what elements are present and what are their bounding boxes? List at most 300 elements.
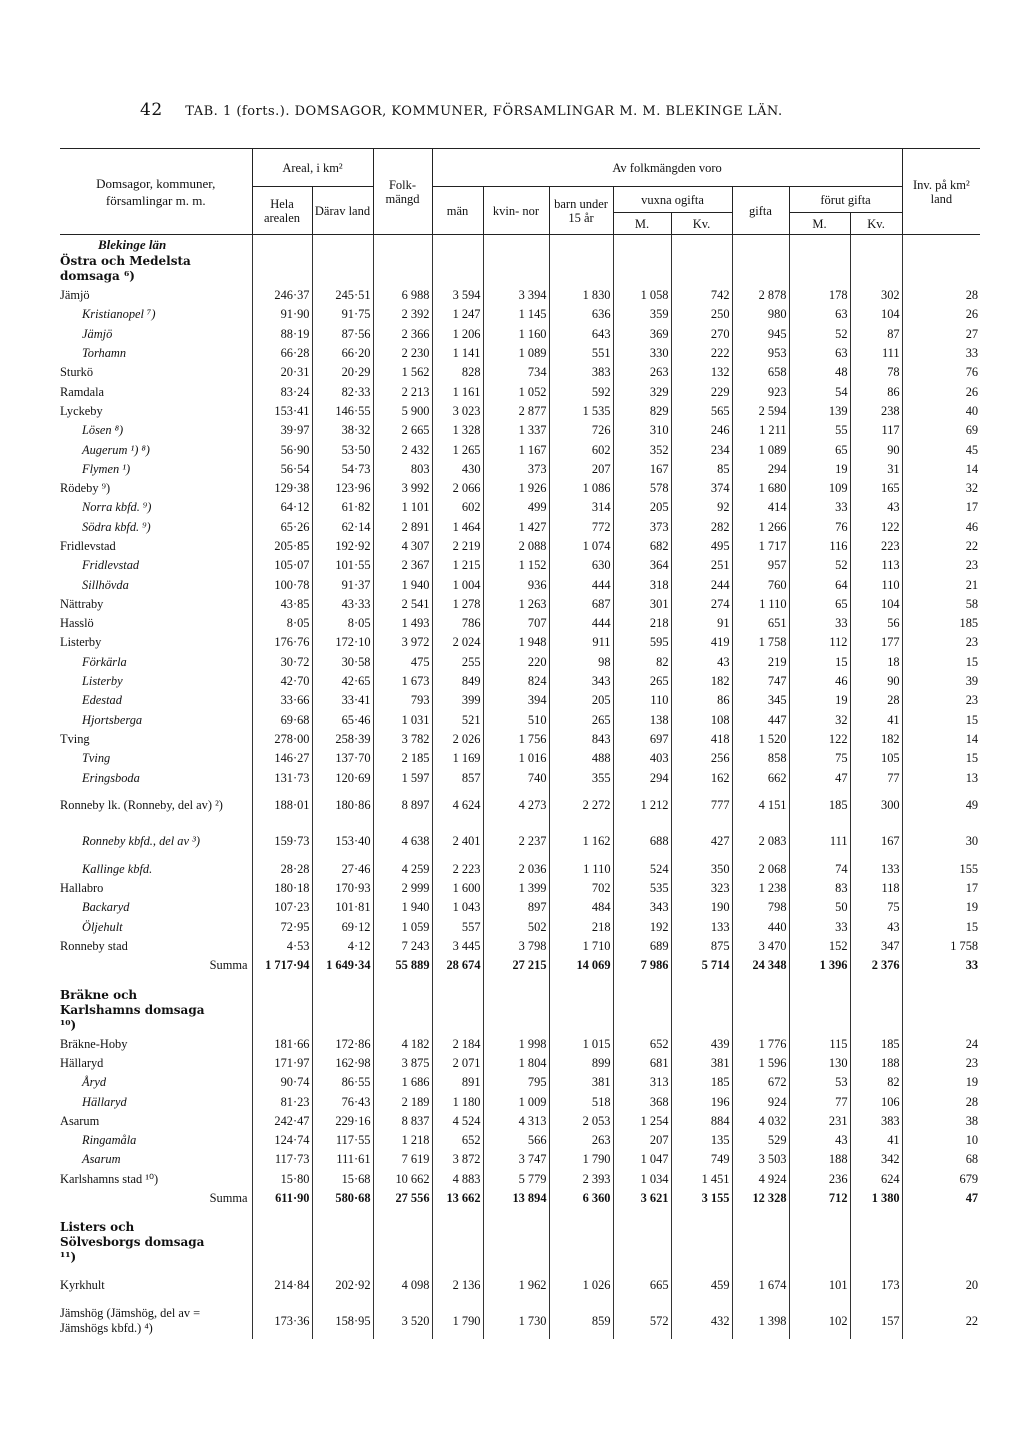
forut-kv-cell: 77 [850, 768, 902, 787]
darav-land-cell: 65·46 [312, 711, 373, 730]
table-row [60, 1170, 980, 1189]
summa-gifta-cell: 24 348 [732, 956, 789, 975]
forut-m-cell: 19 [789, 691, 850, 710]
man-cell: 891 [432, 1073, 483, 1092]
darav-land-cell: 91·75 [312, 305, 373, 324]
hela-arealen-cell: 146·27 [252, 749, 312, 768]
kvinnor-cell: 373 [483, 460, 549, 479]
vuxna-kv-cell: 274 [671, 595, 732, 614]
vuxna-kv-cell: 427 [671, 824, 732, 860]
vuxna-m-cell: 192 [613, 918, 671, 937]
forut-m-cell: 112 [789, 633, 850, 652]
vuxna-m-cell: 403 [613, 749, 671, 768]
barn-cell: 2 272 [549, 788, 613, 824]
section-header-row [60, 976, 980, 1035]
row-label: Sillhövda [82, 577, 129, 592]
row-label: Jämjö [82, 326, 113, 341]
inv-per-km2-cell: 22 [902, 1303, 980, 1339]
forut-kv-cell: 18 [850, 653, 902, 672]
table-row [60, 1054, 980, 1073]
kvinnor-cell: 502 [483, 918, 549, 937]
section-header-row [60, 254, 980, 286]
table-row [60, 595, 980, 614]
forut-kv-cell: 28 [850, 691, 902, 710]
folkmangd-cell: 2 665 [373, 421, 432, 440]
vuxna-kv-cell: 777 [671, 788, 732, 824]
row-label: Ronneby lk. (Ronneby, del av) ²) [60, 798, 223, 813]
spacer-cell [252, 1208, 312, 1267]
vuxna-m-cell: 1 047 [613, 1150, 671, 1169]
hela-arealen-cell: 15·80 [252, 1170, 312, 1189]
folkmangd-cell: 8 837 [373, 1112, 432, 1131]
summa-kvinnor-cell: 27 215 [483, 956, 549, 975]
forut-m-cell: 48 [789, 363, 850, 382]
vuxna-kv-cell: 133 [671, 918, 732, 937]
table-row [60, 653, 980, 672]
vuxna-kv-cell: 1 451 [671, 1170, 732, 1189]
kvinnor-cell: 1 756 [483, 730, 549, 749]
forut-m-cell: 33 [789, 918, 850, 937]
forut-m-cell: 115 [789, 1035, 850, 1054]
col-inv-header: Inv. på km² land [902, 149, 980, 235]
man-cell: 2 184 [432, 1035, 483, 1054]
folkmangd-cell: 1 686 [373, 1073, 432, 1092]
spacer-cell [789, 1208, 850, 1267]
man-cell: 1 600 [432, 879, 483, 898]
summa-hela-arealen-cell: 1 717·94 [252, 956, 312, 975]
forut-kv-cell: 122 [850, 518, 902, 537]
forut-m-cell: 185 [789, 788, 850, 824]
forut-m-cell: 52 [789, 556, 850, 575]
vuxna-kv-cell: 742 [671, 286, 732, 305]
barn-cell: 1 015 [549, 1035, 613, 1054]
forut-m-cell: 33 [789, 614, 850, 633]
spacer-cell [483, 254, 549, 286]
row-label: Fridlevstad [82, 558, 140, 573]
darav-land-cell: 172·10 [312, 633, 373, 652]
gifta-cell: 1 089 [732, 440, 789, 459]
folkmangd-cell: 7 243 [373, 937, 432, 956]
forut-kv-cell: 86 [850, 382, 902, 401]
forut-kv-cell: 31 [850, 460, 902, 479]
folkmangd-cell: 3 992 [373, 479, 432, 498]
spacer-cell [312, 254, 373, 286]
col-folk-header: Folk- mängd [373, 149, 432, 235]
row-label: Hällaryd [82, 1094, 127, 1109]
forut-kv-cell: 56 [850, 614, 902, 633]
folkmangd-cell: 6 988 [373, 286, 432, 305]
kvinnor-cell: 4 313 [483, 1112, 549, 1131]
darav-land-cell: 54·73 [312, 460, 373, 479]
gifta-cell: 1 758 [732, 633, 789, 652]
spacer-cell [902, 976, 980, 1035]
forut-m-cell: 46 [789, 672, 850, 691]
barn-cell: 218 [549, 918, 613, 937]
spacer-cell [850, 1208, 902, 1267]
man-cell: 2 219 [432, 537, 483, 556]
spacer-cell [789, 976, 850, 1035]
table-row [60, 918, 980, 937]
kvinnor-cell: 1 167 [483, 440, 549, 459]
inv-per-km2-cell: 68 [902, 1150, 980, 1169]
kvinnor-cell: 1 160 [483, 325, 549, 344]
hela-arealen-cell: 176·76 [252, 633, 312, 652]
vuxna-m-cell: 343 [613, 898, 671, 917]
forut-kv-cell: 302 [850, 286, 902, 305]
table-row [60, 498, 980, 517]
barn-cell: 687 [549, 595, 613, 614]
spacer-cell [671, 1208, 732, 1267]
inv-per-km2-cell: 28 [902, 286, 980, 305]
forut-m-cell: 188 [789, 1150, 850, 1169]
man-cell: 1 215 [432, 556, 483, 575]
forut-m-cell: 54 [789, 382, 850, 401]
folkmangd-cell: 4 638 [373, 824, 432, 860]
kvinnor-cell: 1 926 [483, 479, 549, 498]
spacer-cell [613, 254, 671, 286]
kvinnor-cell: 5 779 [483, 1170, 549, 1189]
vuxna-m-cell: 138 [613, 711, 671, 730]
table-row [60, 1112, 980, 1131]
vuxna-m-cell: 697 [613, 730, 671, 749]
section-title: Östra och Medelsta domsaga ⁶) [60, 254, 191, 283]
barn-cell: 355 [549, 768, 613, 787]
forut-m-cell: 83 [789, 879, 850, 898]
spacer-cell [432, 1208, 483, 1267]
vuxna-kv-cell: 282 [671, 518, 732, 537]
darav-land-cell: 61·82 [312, 498, 373, 517]
forut-kv-cell: 188 [850, 1054, 902, 1073]
forut-m-cell: 52 [789, 325, 850, 344]
man-cell: 602 [432, 498, 483, 517]
table-body [60, 235, 980, 1340]
man-cell: 1 206 [432, 325, 483, 344]
man-cell: 857 [432, 768, 483, 787]
hela-arealen-cell: 39·97 [252, 421, 312, 440]
row-label: Lyckeby [60, 403, 103, 418]
hela-arealen-cell: 8·05 [252, 614, 312, 633]
inv-per-km2-cell: 76 [902, 363, 980, 382]
barn-cell: 899 [549, 1054, 613, 1073]
hela-arealen-cell: 43·85 [252, 595, 312, 614]
vuxna-m-cell: 265 [613, 672, 671, 691]
gifta-cell: 2 594 [732, 402, 789, 421]
vuxna-kv-cell: 875 [671, 937, 732, 956]
barn-cell: 207 [549, 460, 613, 479]
col-darav-header: Därav land [312, 187, 373, 235]
vuxna-m-cell: 205 [613, 498, 671, 517]
kvinnor-cell: 1 804 [483, 1054, 549, 1073]
barn-cell: 859 [549, 1303, 613, 1339]
spacer-cell [483, 1208, 549, 1267]
table-row [60, 1267, 980, 1303]
vuxna-m-cell: 1 254 [613, 1112, 671, 1131]
kvinnor-cell: 220 [483, 653, 549, 672]
darav-land-cell: 86·55 [312, 1073, 373, 1092]
vuxna-kv-cell: 323 [671, 879, 732, 898]
forut-kv-cell: 43 [850, 918, 902, 937]
barn-cell: 643 [549, 325, 613, 344]
folkmangd-cell: 2 366 [373, 325, 432, 344]
row-label: Kristianopel ⁷) [82, 307, 156, 322]
forut-m-cell: 19 [789, 460, 850, 479]
vuxna-m-cell: 681 [613, 1054, 671, 1073]
barn-cell: 314 [549, 498, 613, 517]
table-row [60, 1131, 980, 1150]
forut-kv-cell: 624 [850, 1170, 902, 1189]
man-cell: 828 [432, 363, 483, 382]
summa-label: Summa [209, 1191, 248, 1206]
summa-row [60, 956, 980, 975]
folkmangd-cell: 4 182 [373, 1035, 432, 1054]
gifta-cell: 658 [732, 363, 789, 382]
summa-inv-per-km2-cell: 47 [902, 1189, 980, 1208]
col-man-header: män [432, 187, 483, 235]
folkmangd-cell: 1 940 [373, 575, 432, 594]
darav-land-cell: 137·70 [312, 749, 373, 768]
kvinnor-cell: 795 [483, 1073, 549, 1092]
man-cell: 3 023 [432, 402, 483, 421]
darav-land-cell: 162·98 [312, 1054, 373, 1073]
forut-kv-cell: 177 [850, 633, 902, 652]
vuxna-m-cell: 167 [613, 460, 671, 479]
kvinnor-cell: 3 747 [483, 1150, 549, 1169]
forut-m-cell: 77 [789, 1092, 850, 1111]
man-cell: 3 872 [432, 1150, 483, 1169]
gifta-cell: 219 [732, 653, 789, 672]
folkmangd-cell: 1 673 [373, 672, 432, 691]
forut-kv-cell: 173 [850, 1267, 902, 1303]
inv-per-km2-cell: 21 [902, 575, 980, 594]
forut-m-cell: 109 [789, 479, 850, 498]
darav-land-cell: 4·12 [312, 937, 373, 956]
forut-kv-cell: 223 [850, 537, 902, 556]
hela-arealen-cell: 214·84 [252, 1267, 312, 1303]
forut-kv-cell: 87 [850, 325, 902, 344]
summa-gifta-cell: 12 328 [732, 1189, 789, 1208]
summa-forut-kv-cell: 1 380 [850, 1189, 902, 1208]
man-cell: 2 223 [432, 860, 483, 879]
hela-arealen-cell: 20·31 [252, 363, 312, 382]
gifta-cell: 1 674 [732, 1267, 789, 1303]
vuxna-m-cell: 682 [613, 537, 671, 556]
kvinnor-cell: 1 263 [483, 595, 549, 614]
row-label: Asarum [82, 1152, 121, 1167]
row-label: Rödeby ⁹) [60, 481, 111, 496]
vuxna-kv-cell: 251 [671, 556, 732, 575]
folkmangd-cell: 2 999 [373, 879, 432, 898]
summa-barn-cell: 14 069 [549, 956, 613, 975]
darav-land-cell: 170·93 [312, 879, 373, 898]
inv-per-km2-cell: 15 [902, 749, 980, 768]
row-label: Kallinge kbfd. [82, 861, 153, 876]
forut-m-cell: 43 [789, 1131, 850, 1150]
folkmangd-cell: 4 307 [373, 537, 432, 556]
darav-land-cell: 146·55 [312, 402, 373, 421]
gifta-cell: 651 [732, 614, 789, 633]
forut-kv-cell: 111 [850, 344, 902, 363]
man-cell: 1 161 [432, 382, 483, 401]
gifta-cell: 440 [732, 918, 789, 937]
col-hela-header: Hela arealen [252, 187, 312, 235]
vuxna-kv-cell: 439 [671, 1035, 732, 1054]
col-avfolk-header: Av folkmängden voro [432, 149, 902, 187]
gifta-cell: 760 [732, 575, 789, 594]
table-row [60, 518, 980, 537]
forut-m-cell: 47 [789, 768, 850, 787]
forut-m-cell: 55 [789, 421, 850, 440]
hela-arealen-cell: 181·66 [252, 1035, 312, 1054]
vuxna-m-cell: 82 [613, 653, 671, 672]
row-label: Förkärla [82, 654, 127, 669]
man-cell: 3 445 [432, 937, 483, 956]
forut-kv-cell: 185 [850, 1035, 902, 1054]
hela-arealen-cell: 105·07 [252, 556, 312, 575]
folkmangd-cell: 1 493 [373, 614, 432, 633]
hela-arealen-cell: 56·90 [252, 440, 312, 459]
page-header [140, 100, 783, 120]
vuxna-m-cell: 310 [613, 421, 671, 440]
inv-per-km2-cell: 38 [902, 1112, 980, 1131]
man-cell: 1 328 [432, 421, 483, 440]
kvinnor-cell: 4 273 [483, 788, 549, 824]
man-cell: 1 790 [432, 1303, 483, 1339]
vuxna-m-cell: 207 [613, 1131, 671, 1150]
inv-per-km2-cell: 46 [902, 518, 980, 537]
barn-cell: 636 [549, 305, 613, 324]
gifta-cell: 2 083 [732, 824, 789, 860]
gifta-cell: 4 151 [732, 788, 789, 824]
darav-land-cell: 38·32 [312, 421, 373, 440]
man-cell: 1 043 [432, 898, 483, 917]
vuxna-kv-cell: 250 [671, 305, 732, 324]
gifta-cell: 2 878 [732, 286, 789, 305]
folkmangd-cell: 10 662 [373, 1170, 432, 1189]
barn-cell: 551 [549, 344, 613, 363]
row-label: Augerum ¹) ⁸) [82, 442, 150, 457]
man-cell: 849 [432, 672, 483, 691]
vuxna-kv-cell: 256 [671, 749, 732, 768]
table-title: TAB. 1 (forts.). DOMSAGOR, KOMMUNER, FÖRSAMLINGAR M. M. BLEKINGE LÄN. [185, 104, 783, 119]
hela-arealen-cell: 90·74 [252, 1073, 312, 1092]
darav-land-cell: 82·33 [312, 382, 373, 401]
hela-arealen-cell: 88·19 [252, 325, 312, 344]
table-row [60, 937, 980, 956]
folkmangd-cell: 3 520 [373, 1303, 432, 1339]
vuxna-m-cell: 218 [613, 614, 671, 633]
man-cell: 255 [432, 653, 483, 672]
darav-land-cell: 202·92 [312, 1267, 373, 1303]
darav-land-cell: 111·61 [312, 1150, 373, 1169]
row-label: Tving [60, 731, 90, 746]
spacer-cell [432, 254, 483, 286]
kvinnor-cell: 1 016 [483, 749, 549, 768]
kvinnor-cell: 707 [483, 614, 549, 633]
darav-land-cell: 101·81 [312, 898, 373, 917]
kvinnor-cell: 1 948 [483, 633, 549, 652]
gifta-cell: 1 680 [732, 479, 789, 498]
summa-forut-m-cell: 712 [789, 1189, 850, 1208]
man-cell: 1 247 [432, 305, 483, 324]
table-row [60, 614, 980, 633]
col-vuxna-header: vuxna ogifta [613, 187, 732, 213]
table-row [60, 711, 980, 730]
spacer-cell [613, 976, 671, 1035]
inv-per-km2-cell: 26 [902, 382, 980, 401]
vuxna-kv-cell: 43 [671, 653, 732, 672]
folkmangd-cell: 1 101 [373, 498, 432, 517]
barn-cell: 630 [549, 556, 613, 575]
col-gifta-header: gifta [732, 187, 789, 235]
folkmangd-cell: 4 098 [373, 1267, 432, 1303]
folkmangd-cell: 1 218 [373, 1131, 432, 1150]
barn-cell: 602 [549, 440, 613, 459]
vuxna-m-cell: 578 [613, 479, 671, 498]
hela-arealen-cell: 131·73 [252, 768, 312, 787]
darav-land-cell: 180·86 [312, 788, 373, 824]
summa-barn-cell: 6 360 [549, 1189, 613, 1208]
hela-arealen-cell: 33·66 [252, 691, 312, 710]
inv-per-km2-cell: 23 [902, 1054, 980, 1073]
darav-land-cell: 91·37 [312, 575, 373, 594]
vuxna-kv-cell: 108 [671, 711, 732, 730]
spacer-cell [789, 254, 850, 286]
table-row [60, 691, 980, 710]
vuxna-kv-cell: 884 [671, 1112, 732, 1131]
section-header-row [60, 1208, 980, 1267]
spacer-cell [732, 1208, 789, 1267]
barn-cell: 2 053 [549, 1112, 613, 1131]
table-row [60, 1073, 980, 1092]
table-row [60, 286, 980, 305]
kvinnor-cell: 2 036 [483, 860, 549, 879]
kvinnor-cell: 824 [483, 672, 549, 691]
darav-land-cell: 66·20 [312, 344, 373, 363]
kvinnor-cell: 1 089 [483, 344, 549, 363]
inv-per-km2-cell: 185 [902, 614, 980, 633]
forut-kv-cell: 41 [850, 1131, 902, 1150]
folkmangd-cell: 2 541 [373, 595, 432, 614]
barn-cell: 1 535 [549, 402, 613, 421]
gifta-cell: 1 596 [732, 1054, 789, 1073]
spacer-cell [312, 1208, 373, 1267]
inv-per-km2-cell: 17 [902, 498, 980, 517]
vuxna-kv-cell: 162 [671, 768, 732, 787]
vuxna-m-cell: 1 212 [613, 788, 671, 824]
folkmangd-cell: 1 597 [373, 768, 432, 787]
page-number: 42 [140, 100, 163, 120]
inv-per-km2-cell: 13 [902, 768, 980, 787]
forut-kv-cell: 383 [850, 1112, 902, 1131]
table-row [60, 575, 980, 594]
gifta-cell: 414 [732, 498, 789, 517]
vuxna-m-cell: 364 [613, 556, 671, 575]
barn-cell: 343 [549, 672, 613, 691]
inv-per-km2-cell: 679 [902, 1170, 980, 1189]
vuxna-kv-cell: 244 [671, 575, 732, 594]
forut-m-cell: 102 [789, 1303, 850, 1339]
vuxna-kv-cell: 222 [671, 344, 732, 363]
folkmangd-cell: 793 [373, 691, 432, 710]
vuxna-m-cell: 665 [613, 1267, 671, 1303]
gifta-cell: 4 924 [732, 1170, 789, 1189]
inv-per-km2-cell: 69 [902, 421, 980, 440]
summa-man-cell: 28 674 [432, 956, 483, 975]
darav-land-cell: 192·92 [312, 537, 373, 556]
vuxna-kv-cell: 495 [671, 537, 732, 556]
table-head [60, 149, 980, 235]
barn-cell: 772 [549, 518, 613, 537]
